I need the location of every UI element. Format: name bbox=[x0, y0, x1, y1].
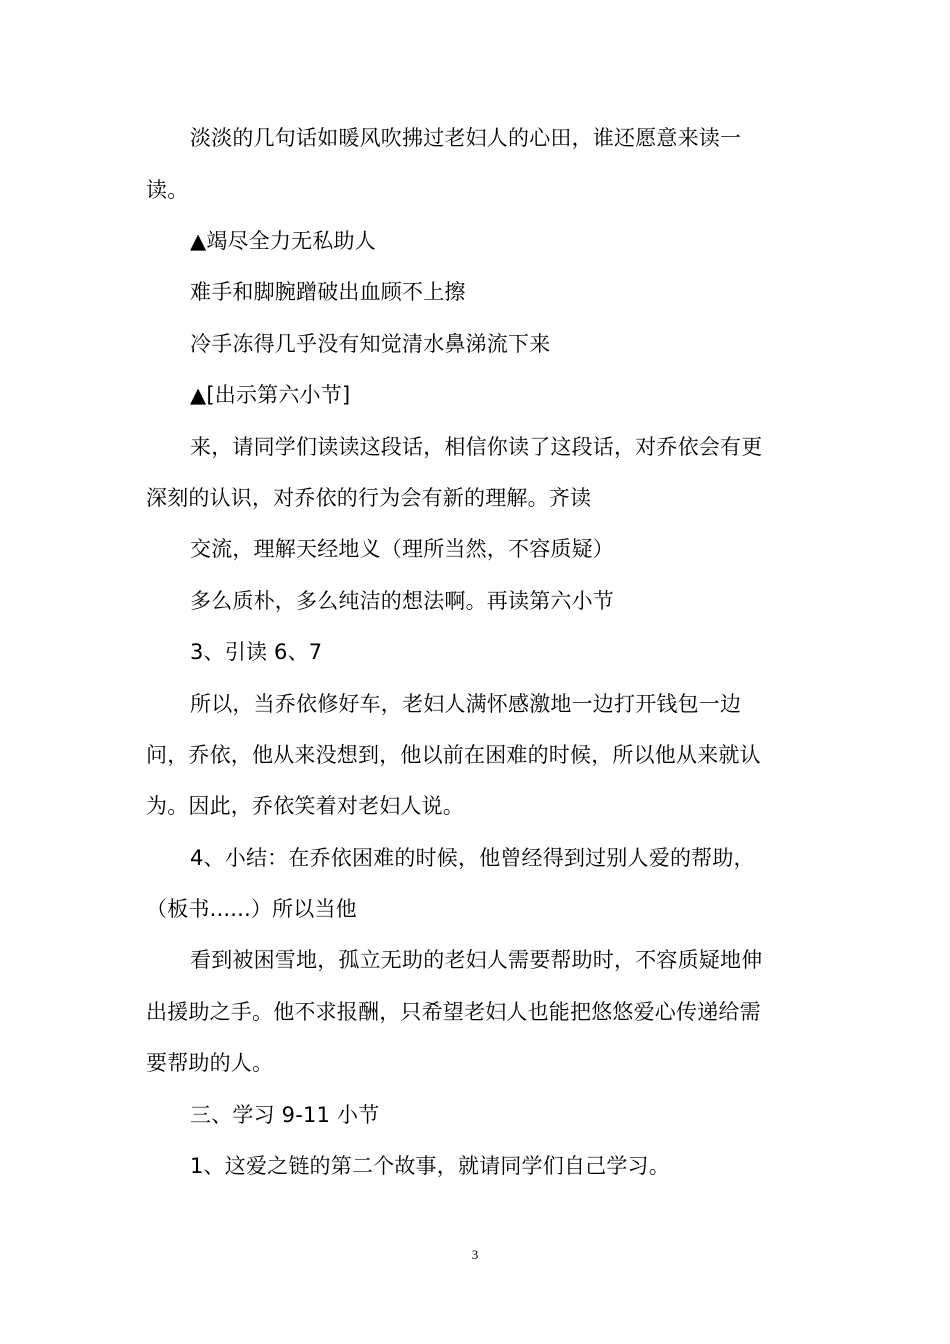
section-heading: 三、学习 9-11 小节 bbox=[190, 1103, 380, 1127]
paragraph-line: 为。因此，乔依笑着对老妇人说。 bbox=[146, 794, 464, 818]
paragraph-line: 4、小结：在乔依困难的时候，他曾经得到过别人爱的帮助， bbox=[190, 846, 755, 870]
paragraph-line: 要帮助的人。 bbox=[146, 1051, 274, 1075]
page-number: 3 bbox=[471, 1247, 479, 1262]
paragraph-line: 深刻的认识，对乔依的行为会有新的理解。齐读 bbox=[146, 486, 592, 510]
paragraph-line: 1、这爱之链的第二个故事，就请同学们自己学习。 bbox=[190, 1154, 670, 1178]
paragraph-line: 多么质朴，多么纯洁的想法啊。再读第六小节 bbox=[190, 589, 614, 613]
paragraph-line: 冷手冻得几乎没有知觉清水鼻涕流下来 bbox=[190, 332, 551, 356]
paragraph-line: 来，请同学们读读这段话，相信你读了这段话，对乔依会有更 bbox=[190, 435, 763, 459]
paragraph-line: 所以，当乔依修好车，老妇人满怀感激地一边打开钱包一边 bbox=[190, 692, 742, 716]
section-heading: ▲竭尽全力无私助人 bbox=[190, 229, 376, 253]
paragraph-line: 淡淡的几句话如暖风吹拂过老妇人的心田，谁还愿意来读一 bbox=[190, 126, 742, 150]
paragraph-line: 出援助之手。他不求报酬，只希望老妇人也能把悠悠爱心传递给需 bbox=[146, 1000, 761, 1024]
paragraph-line: 交流，理解天经地义（理所当然，不容质疑） bbox=[190, 537, 614, 561]
paragraph-line: 问，乔依，他从来没想到，他以前在困难的时候，所以他从来就认 bbox=[146, 743, 761, 767]
paragraph-line: 难手和脚腕蹭破出血顾不上擦 bbox=[190, 280, 466, 304]
paragraph-line: 看到被困雪地，孤立无助的老妇人需要帮助时，不容质疑地伸 bbox=[190, 948, 763, 972]
paragraph-line: （板书......）所以当他 bbox=[146, 897, 357, 921]
section-heading: ▲[出示第六小节] bbox=[190, 383, 351, 407]
paragraph-line: 读。 bbox=[146, 178, 189, 202]
paragraph-line: 3、引读 6、7 bbox=[190, 640, 323, 664]
